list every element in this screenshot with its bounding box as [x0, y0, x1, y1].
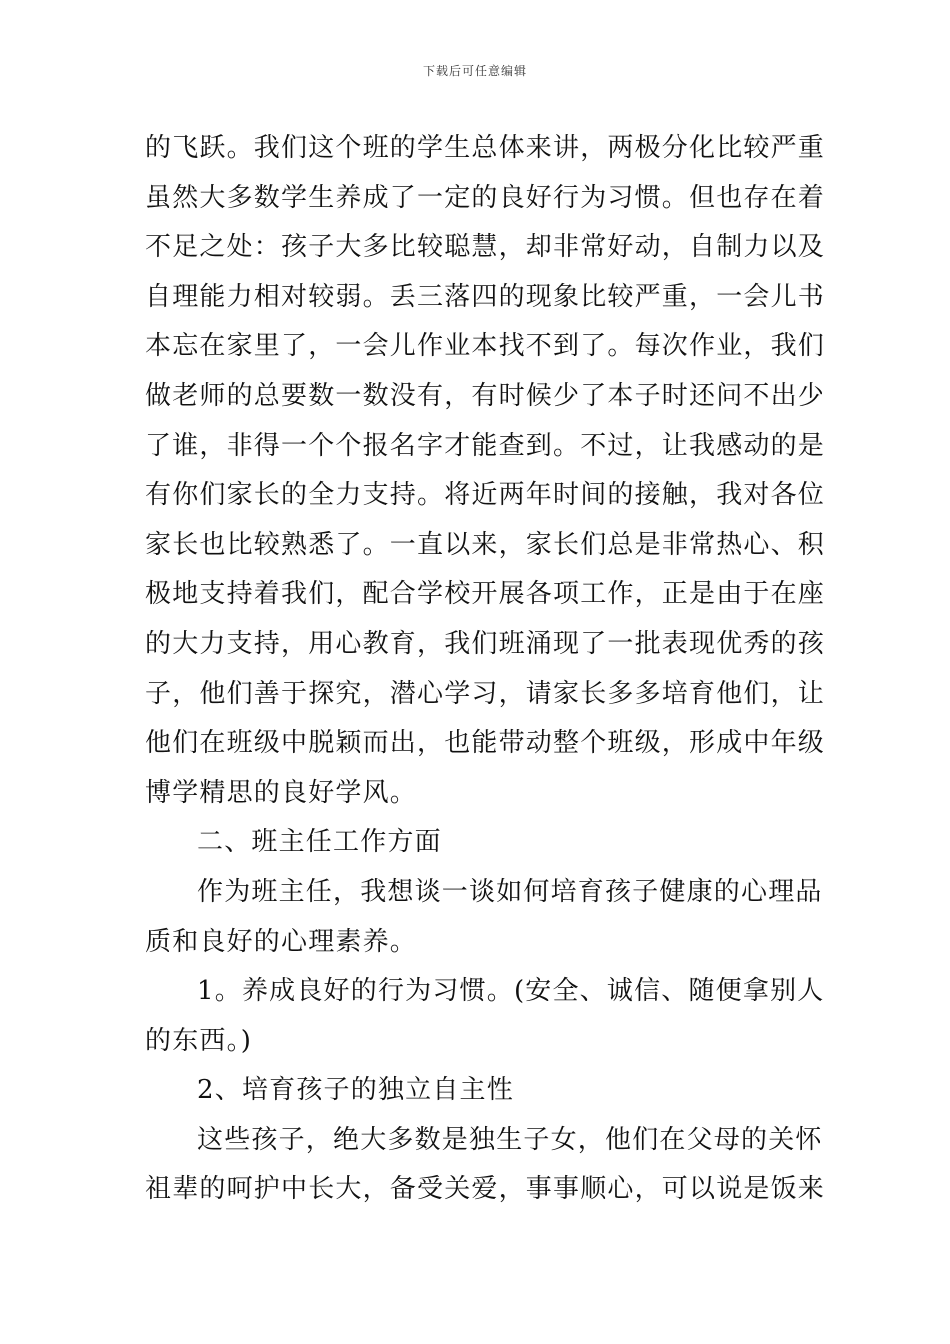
paragraph-line: 家长也比较熟悉了。一直以来，家长们总是非常热心、积: [145, 529, 826, 560]
document-body: [145, 124, 826, 1215]
paragraph-line: 博学精思的良好学风。: [145, 777, 418, 808]
paragraph-line: 自理能力相对较弱。丢三落四的现象比较严重，一会儿书: [145, 281, 826, 312]
paragraph-line: 有你们家长的全力支持。将近两年时间的接触，我对各位: [145, 480, 826, 511]
paragraph-line: 虽然大多数学生养成了一定的良好行为习惯。但也存在着: [145, 182, 826, 213]
list-item-line: 的东西。): [145, 1025, 253, 1056]
paragraph-line: 极地支持着我们，配合学校开展各项工作，正是由于在座: [145, 579, 826, 610]
paragraph-line: 祖辈的呵护中长大，备受关爱，事事顺心，可以说是饭来: [145, 1174, 826, 1205]
paragraph-line: 做老师的总要数一数没有，有时候少了本子时还问不出少: [145, 380, 826, 411]
paragraph-line: 子，他们善于探究，潜心学习，请家长多多培育他们，让: [145, 678, 826, 709]
paragraph-line: 这些孩子，绝大多数是独生子女，他们在父母的关怀: [197, 1124, 823, 1155]
paragraph-line: 了谁，非得一个个报名字才能查到。不过，让我感动的是: [145, 430, 826, 461]
section-heading: 二、班主任工作方面: [197, 827, 442, 858]
subsection-heading: 2、培育孩子的独立自主性: [197, 1075, 514, 1106]
paragraph-line: 质和良好的心理素养。: [145, 926, 418, 957]
paragraph-line: 的飞跃。我们这个班的学生总体来讲，两极分化比较严重: [145, 133, 826, 163]
paragraph-line: 本忘在家里了，一会儿作业本找不到了。每次作业，我们: [145, 331, 826, 362]
list-item-line: 1。养成良好的行为习惯。(安全、诚信、随便拿别人: [197, 976, 825, 1007]
paragraph-line: 不足之处：孩子大多比较聪慧，却非常好动，自制力以及: [145, 232, 826, 263]
paragraph-line: 的大力支持，用心教育，我们班涌现了一批表现优秀的孩: [145, 628, 826, 659]
paragraph-line: 作为班主任，我想谈一谈如何培育孩子健康的心理品: [197, 876, 823, 907]
paragraph-line: 他们在班级中脱颖而出，也能带动整个班级，形成中年级: [145, 728, 826, 759]
page-header: 下载后可任意编辑: [422, 64, 527, 78]
